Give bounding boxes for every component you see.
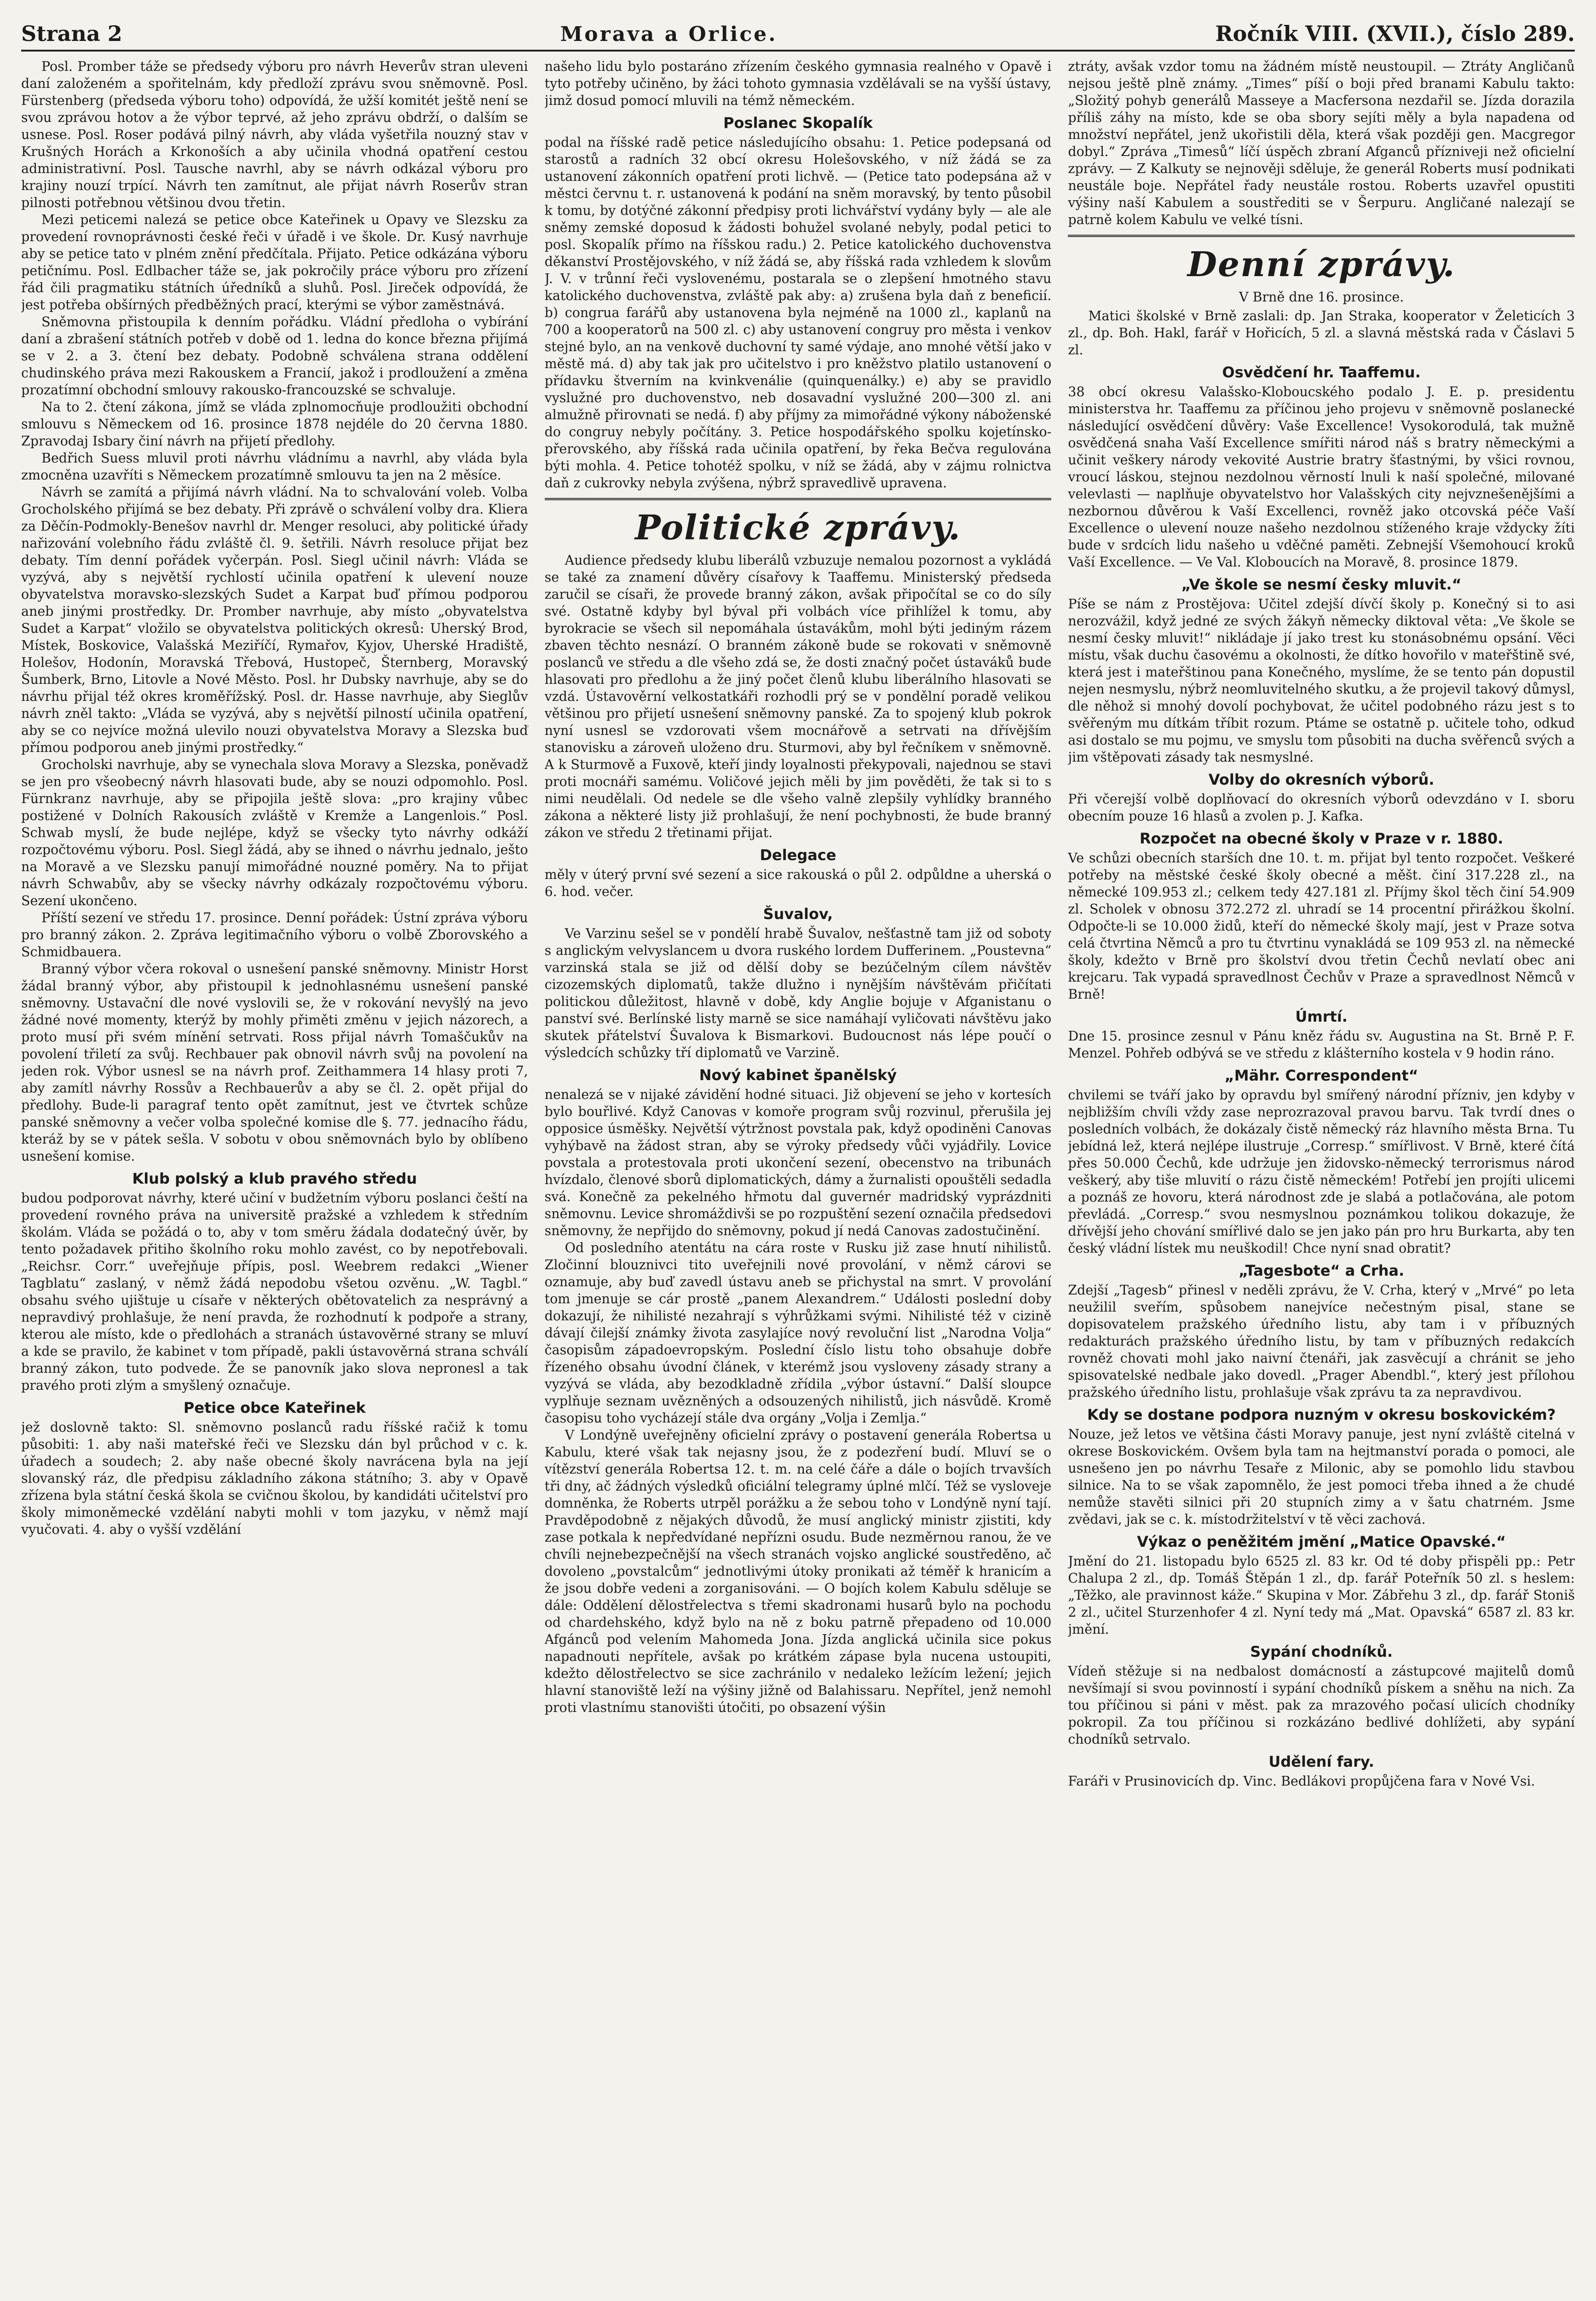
article-heading: Sypání chodníků.	[1250, 1643, 1393, 1660]
article-paragraph: Faráři v Prusinovicích dp. Vinc. Bedlákovi propůjčena fara v Nové Vsi.	[1068, 1774, 1535, 1789]
article-heading: Nový kabinet španělský	[699, 1066, 897, 1084]
article-paragraph: Sněmovna přistoupila k denním pořádku. Vládní předloha o vybírání daní a zbrašení státních potřeb v době od 1. ledna do konce března přijímá se v 2. a 3. čtení bez debaty. Podobně schválena strana oddělení chudinského práva mezi Rakouskem a Francií, jakož i prodloužení a změna prozatímní obchodní smlouvy rakousko-francouzské se schvaluje.	[21, 314, 528, 398]
article-paragraph: Příští sezení ve středu 17. prosince. Denní pořádek: Ústní zpráva výboru pro branný zákon. 2. Zpráva legitimačního výboru o volbě Zborovského a Schmidbauera.	[21, 910, 528, 960]
article-paragraph: nenalezá se v nijaké závidění hodné situaci. Již objevení se jeho v kortesích bylo bouřlivé. Když Canovas v komoře program svůj rozvinul, přerušila jej opposice úsměšky. Největší výtržnost povstala pak, když opodiněni Canovas vyhýbavě na žádost stran, aby se výroky předsedy vůči vyjádřily. Lovice povstala a protestovala proti ukončení sezení, obecenstvo na tribunách hvízdalo, členové sborů diplomatických, dámy a žurnalisti opouštěli sedadla svá. Konečně za pekelného hřmotu dal guvernér madridský vyprázdniti sněmovnu. Levice shromáždivši se po rozpuštění sezení označila předsedovi sněmovny, že nepřijdo do sněmovny, pokud jí nedá Canovas zadostučinění.	[544, 1087, 1052, 1238]
article-paragraph: ztráty, avšak vzdor tomu na žádném místě neustoupil. — Ztráty Angličanů nejsou ještě plně známy. „Times“ píší o boji před branami Kabulu takto: „Složitý pohyb generálů Masseye a Macfersona nezdařil se. Jízda dorazila příliš záhy na místo, kde se oba sbory sejíti měly a byla napadena od množství nepřátel, jenž ukořistili děla, která však později gen. Macgregor dobyl.“ Zpráva „Timesů“ líčí úspěch zbraní Afganců přízniveji než oficielní zprávy. — Z Kalkuty se nejnověji sděluje, že generál Roberts musí podnikati neustále boje. Nepřátel řady neustále rostou. Roberts uzavřel opustiti výšiny naší Kabulem a soustřediti se v Šerpuru. Angličané nalezají se patrně kolem Kabulu ve velké tísni.	[1068, 59, 1575, 227]
article-paragraph: Návrh se zamítá a přijímá návrh vládní. Na to schvalování voleb. Volba Grocholského přijímá se bez debaty. Při zprávě o schválení volby dra. Kliera za Děčín-Podmokly-Benešov navrhl dr. Menger resoluci, aby politické úřady nařizování volebního řádu zvláště čl. 9. šetřili. Návrh resoluce přijat bez debaty. Tím denní pořádek vyčerpán. Posl. Siegl učinil návrh: Vláda se vyzývá, aby s největší rychlostí učinila opatření k ulevení nouze obyvatelstva moravsko-slezských Sudet a Karpat buď přímou podporou aneb jinými prostředky. Dr. Promber navrhuje, aby místo „obyvatelstva Sudet a Karpat“ vložilo se obyvatelstva politických okresů: Uherský Brod, Místek, Boskovice, Valašská Meziříčí, Rymařov, Kyjov, Uherské Hradiště, Holešov, Hodonín, Moravská Třebová, Hustopeč, Šternberg, Moravský Šumberk, Brno, Litovle a Nové Město. Posl. hr Dubsky navrhuje, aby se do návrhu přijal též okres kroměřížský. Posl. dr. Hasse navrhuje, aby Sieglův návrh zněl takto: „Vláda se vyzývá, aby s největší pilností učinila opatření, aby se co nejvíce možná ulevilo nouzi obyvatelstva Moravy a Slezska buď přímou podporou aneb jinými prostředky.“	[21, 485, 528, 755]
masthead	[21, 18, 1575, 52]
article-paragraph: Ve schůzi obecních starších dne 10. t. m. přijat byl tento rozpočet. Veškeré potřeby na městské české školy obecné a měšt. činí 317.228 zl., na německé 109.953 zl.; celkem tedy 427.181 zl. Příjmy škol těch činí 54.909 zl. Scholek v obnosu 372.272 zl. uhradí se 14 procentní přirážkou školní. Odpočte-li se 10.000 židů, kteří do německé školy mají, jest v Praze sotva celá čtvrtina Němců a pro tu čtvrtinu vynakládá se 109 953 zl. na německé školy, kdežto v Brně pro školství dvou třetin Čechů nevlatí obec ani krejcaru. Tak vypadá spravedlnost Čechův v Praze a spravedlnost Němců v Brně!	[1068, 850, 1575, 1002]
article-paragraph: budou podporovat návrhy, které učiní v budžetním výboru poslanci čeští na provedení rovného práva na universitě pražské a vzhledem k středním školám. Vláda se požádá o to, aby v tom směru žádala dodatečný úvěr, by tento požadavek přitiho školního roku mohlo zavést, co by nepotřebovali. „Reichsr. Corr.“ uveřejňuje přípis, posl. Weebrem redakci „Wiener Tagblatu“ zaslaný, v němž žádá nepodobu všetou ozvěnu. „W. Tagbl.“ obsahu svého ujištuje u císaře v některých obětovatelich za nesprávný a nepravdivý prohlašuje, že není pravda, že rozhodnutí k podpoře a strany, kterou ale místo, kde o předlohách a stranách ústavověrné strany se mluví a kde se pravilo, že kabinet v tom případě, pakli ústavověrná strana schválí branný zákon, tuto podvede. Že se panovník jako slova nepronesl a tak pravého proti zlým a smyšlený označuje.	[21, 1191, 528, 1393]
article-paragraph: V Londýně uveřejněny oficielní zprávy o postavení generála Robertsa u Kabulu, které však tak nejasny jsou, že z podezření budí. Mluví se o vítězství generála Robertsa 12. t. m. na celé čáře a dále o bojích trvavších tři dny, ač žádných výsledků oficiální telegramy úplné mlčí. Též se vysloveje domněnka, že Roberts utrpěl porážku a že sebou toho v Londýně nyní tají. Pravděpodobně z nějakých důvodů, že musí anglický ministr zjistiti, kdy zase potkala k nepředvídané nepřízni osudu. Bude nezměrnou ranou, že ve chvíli nejnebezpečnější na všech stranách vojsko anglické soustředěno, ač dovoleno „povstalcům“ jednotlivými útoky pronikati až téměř k hranicím a že jsou dobře vedeni a zorganisováni. — O bojích kolem Kabulu sděluje se dále: Oddělení dělostřelectva s třemi skadronami husarů bylo na pochodu od chardehského, když bylo na ně z boku patrně přepadeno od 10.000 Afgánců pod velením Mahomeda Jona. Jízda anglická učinila sice pokus napadnouti nepřítele, avšak po krátkém zápase byla nucena ustoupiti, kdežto dělostřelectvo se sice zachránilo v nedaleko ležícím ležení; jejich hlavní stanoviště leží na výšiny jižně od Balahissaru. Nepřítel, jenž nemohl proti vlastnímu stanovišti útočiti, po obsazení výšin	[544, 1428, 1052, 1715]
article-heading: „Ve škole se nesmí česky mluvit.“	[1181, 576, 1462, 593]
article-paragraph: Vídeň stěžuje si na nedbalost domácností a zástupcové majitelů domů nevšímají si svou povinností i sypání chodníků pískem a sněhu na nich. Za tou příčinou si páni v měst. pak za mrazového počasí ulicích chodníky pokropil. Za tou příčinou si rozkázáno bedlivé dohlížeti, aby sypání chodníků setrvalo.	[1068, 1664, 1575, 1747]
article-paragraph: měly v úterý první své sezení a sice rakouská o půl 2. odpůldne a uherská o 6. hod. večer.	[544, 867, 1052, 899]
article-heading: „Tagesbote“ a Crha.	[1239, 1262, 1405, 1279]
article-heading: Kdy se dostane podpora nuzným v okresu boskovickém?	[1087, 1406, 1556, 1423]
article-heading: Úmrtí.	[1295, 1008, 1348, 1025]
article-paragraph: Nouze, jež letos ve většina části Moravy panuje, jest nyní zvláště citelná v okrese Boskovickém. Ovšem byla tam na hejtmanství porada o pomoci, ale usnešeno jen po návrhu Tesaře z Milonic, aby se pomohlo lidu stavbou silnice. Na to se však zapomnělo, že jest pomoci třeba ihned a že chudé nemůže stavěti silnici při 20 stupních zimy a v šatu chatrném. Jsme zvědavi, jak se c. k. místodržitelství v tě věci zachová.	[1068, 1427, 1575, 1527]
section-divider	[1068, 235, 1575, 237]
article-paragraph: chvilemi se tváří jako by opravdu byl smířený národní přízniv, jen kdyby v nejbližším chvíli vždy zase neprozrazoval pravou barvu. Tak tvrdí dnes o posledních volbách, že dokázaly čistě německý ráz hlavního města Brna. Tu jebídná lež, která nejlépe ilustruje „Corresp.“ smířlivost. V Brně, které čítá přes 50.000 Čechů, kde udržuje jen židovsko-německý terrorismus národ veškerý, aby tiše mluvití o rázu čistě německém! Potřebí jen projíti ulicemi a poznáš ze hovoru, která národnost zde je slabá a potlačována, ale potom převládá. „Corresp.“ svou nesmyslnou poznámkou tolikou dokazuje, že dřívější jeho chování smířlivé dalo se jen jako pán pro hru Burkarta, aby ten český vládní lístek mu neuškodil! Chce nyní snad obratit?	[1068, 1087, 1575, 1256]
article-heading: „Mähr. Correspondent“	[1224, 1067, 1418, 1084]
article-heading: Šuvalov,	[763, 905, 833, 923]
page-number: Strana 2	[21, 21, 122, 46]
article-paragraph: Na to 2. čtení zákona, jímž se vláda zplnomocňuje prodloužiti obchodní smlouvu s Německem od 16. prosince 1878 nejdéle do 20 června 1880. Zpravodaj Isbary činí návrh na přijetí předlohy.	[21, 399, 528, 449]
section-heading: Politické zprávy.	[635, 508, 961, 548]
article-paragraph: Dne 15. prosince zesnul v Pánu kněz řádu sv. Augustina na St. Brně P. F. Menzel. Pohřeb odbývá se ve středu z klášterního kostela v 9 hodin ráno.	[1068, 1029, 1575, 1061]
article-paragraph: Jmění do 21. listopadu bylo 6525 zl. 83 kr. Od té doby přispěli pp.: Petr Chalupa 2 zl., dp. Tomáš Štěpán 1 zl., dp. farář Poteřník 50 zl. s heslem: „Těžko, ale pravinnost káže.“ Skupina v Mor. Zábřehu 3 zl., dp. farář Stoniš 2 zl., učitel Sturzenhofer 4 zl. Nyní tedy má „Mat. Opavská“ 6587 zl. 83 kr. jmění.	[1068, 1554, 1575, 1637]
article-paragraph: Matici školské v Brně zaslali: dp. Jan Straka, kooperator v Želeticích 3 zl., dp. Boh. Hakl, farář v Hořicích, 5 zl. a slavná městská rada v Čáslavi 5 zl.	[1068, 308, 1575, 358]
dateline: V Brně dne 16. prosince.	[1239, 289, 1404, 305]
newspaper-title: Morava a Orlice.	[560, 23, 778, 46]
section-heading: Denní zprávy.	[1187, 245, 1456, 284]
article-paragraph: 38 obcí okresu Valašsko-Kloboucského podalo J. E. p. presidentu ministerstva hr. Taaffemu za příčinou jeho projevu v sněmovně poslanecké následující osvědčení důvěry: Vaše Excellence! Vysokorodulá, tak mužně osvědčená snaha Vaší Excellence smířiti národ náš s bratry německými a učinit veškery národy vekovité Austrie bratry šťastnými, by všici rovnou, vroucí láskou, stejnou nezdolnou věrností lnuli k naší společné, milované velevlasti — naplňuje obyvatelstvo hor Valašských city nejvznešenějšími a nezbornou důvěrou k Vaší Excellenci, rovněž jako otcovská péče Vaší Excellence o ulevení nouze našeho nezdolnou stíženého kraje vždycky žíti bude v srdcích lidu našeho u vděčné paměti. Zebnejší Všemohoucí kroků Vaší Excellence. — Ve Val. Kloboucích na Moravě, 8. prosince 1879.	[1068, 384, 1575, 570]
article-heading: Udělení fary.	[1268, 1753, 1374, 1770]
article-paragraph: Branný výbor včera rokoval o usnešení panské sněmovny. Ministr Horst žádal branný výbor, aby přistoupil k jednohlasnému usnešení panské sněmovny. Ustavační dle nové vyslovili se, že v rokování nevyšlý na jevo žádné nové momenty, kterýž by mohly přiměti změnu v jejich názorech, a proto musí při svém mínění setrvati. Ross přijal návrh Tomaščukův na povolení třiletí za svůj. Rechbauer pak obnovil návrh svůj na povolení na jeden rok. Výbor usnesl se na návrh prof. Zeithammera 14 hlasy proti 7, aby zamítl návrhy Rossův a Rechbauerův a aby se čl. 2. opět přijal do předlohy. Bude-li paragraf tento opět zamítnut, jest ve čtvrtek schůze panské sněmovny a večer volba společné komise dle §. 77. jednacího řádu, kteráž by se v pátek sešla. V sobotu v obou sněmovnách bylo by oblíbeno usnešení komise.	[21, 961, 528, 1164]
article-heading: Výkaz o peněžitém jmění „Matice Opavské.“	[1137, 1533, 1506, 1550]
article-paragraph: jež doslovně takto: Sl. sněmovno poslanců radu říšské račiž k tomu působiti: 1. aby naši mateřské řeči ve Slezsku dán byl průchod v c. k. úřadech a soudech; 2. aby naše obecné školy navrácena byla na její slovanský ráz, dle předpisu základního zákona státního; 3. aby v Opavě zřízena byla státní česká škola se cvičnou školou, by kandidáti učitelství pro školy mimoněmecké vzdělání nabyti mohli v tom jazyku, v němž mají vyučovati. 4. aby o vyšší vzdělání	[21, 1420, 528, 1537]
columns	[21, 58, 1575, 2301]
article-paragraph: Při včerejší volbě doplňovací do okresních výborů odevzdáno v I. sboru obecním pouze 16 hlasů a zvolen p. J. Kafka.	[1068, 792, 1575, 824]
article-paragraph: Ve Varzinu sešel se v pondělí hrabě Šuvalov, nešťastně tam již od soboty s anglickým velvyslancem u dvora ruského lordem Dufferinem. „Poustevna“ varzinská stala se již od dělší doby se bezúčelným cílem návštěv cizozemských diplomatů, takže dlužno i nynějším návštěvám přičítati politickou důležitost, hlavně v době, kdy Anglie bojuje v Afganistanu o panství své. Berlínské listy marně se sice namáhají vyličovati návštěvu jako skutek přátelství Šuvalova k Bismarkovi. Budoucnost nás lépe poučí o výsledcích schůzky tří diplomatů ve Varzině.	[544, 926, 1052, 1060]
article-paragraph: Píše se nám z Prostějova: Učitel zdejší dívčí školy p. Konečný si to asi nerozvážil, když jedné ze svých žákyň německy diktoval věta: „Ve škole se nesmí česky mluvit!“ nikládaje jí jako trest ku stonásobnému opsání. Věci místu, však duchu časovému a okolnosti, že dítko hovořilo v mateřštině své, která jest i mateřštinou pana Konečného, myslíme, že se tento pán dopustil nejen nesmyslu, nýbrž neomluvitelného skutku, a že projevil takový důmysl, dle něhož si mnohý dovolí pochybovat, že učitel podobného rázu jest s to svěřeným mu dítkám tříbit rozum. Ptáme se ostatně p. učitele toho, odkud asi dostalo se mu pojmu, ve smyslu tom působiti na ducha svěřenců svých a jim vštěpovati zásady tak nesmyslné.	[1068, 596, 1575, 765]
article-paragraph: Grocholski navrhuje, aby se vynechala slova Moravy a Slezska, poněvadž se jen pro všeobecný návrh hlasovati bude, aby se nouzi odpomohlo. Posl. Fürnkranz navrhuje, aby se připojila ještě slova: „pro krajiny vůbec postižené v Dolních Rakousích zvláště v Kremže a Langenlois.“ Posl. Schwab myslí, že bude nejlépe, když se všecky tyto návrhy odkáží rozpočtovému výboru. Posl. Siegl žádá, aby se ihned o návrhu jednalo, ješto na Moravě a ve Slezsku panují mimořádné nouzné poměry. Na to přijat návrh Schwabův, aby se všecky návrhy odkázaly rozpočtovému výboru. Sezení ukončeno.	[21, 757, 528, 908]
column-1	[21, 58, 528, 2301]
article-heading: Volby do okresních výborů.	[1208, 771, 1435, 788]
column-3	[1068, 58, 1575, 2301]
article-heading: Rozpočet na obecné školy v Praze v r. 1880.	[1139, 830, 1504, 847]
article-heading: Poslanec Skopalík	[723, 114, 873, 132]
issue-number: Ročník VIII. (XVII.), číslo 289.	[1215, 21, 1575, 46]
article-paragraph: Mezi peticemi nalezá se petice obce Kateřinek u Opavy ve Slezsku za provedení rovnoprávnosti české řeči v úřadě i ve škole. Dr. Kusý navrhuje aby se petice tato v plném znění předčítala. Přijato. Petice odkázána výboru petičnímu. Posl. Edlbacher táže se, jak pokročily práce výboru pro zřízení řád čili pragmatiku státních úředníků a sluhů. Posl. Jireček odpovídá, že jest potřeba obšírných předběžných prací, kterými se výbor zaměstnává.	[21, 212, 528, 312]
article-heading: Petice obce Kateřinek	[183, 1399, 366, 1416]
article-paragraph: našeho lidu bylo postaráno zřízením českého gymnasia realného v Opavě i tyto potřeby učiněno, by žáci tohoto gymnasia vzdělávali se na vyšší ústavy, jimž dosud pomocí mluvili na témž německém.	[544, 59, 1052, 108]
article-heading: Delegace	[760, 846, 836, 864]
article-paragraph: Zdejší „Tagesb“ přinesl v neděli zprávu, že V. Crha, který v „Mrvé“ po leta neužilil sveřím, spůsobem nanejvíce nečestným pisal, stane se dopisovatelem pražského úředního listu, aby tam i v příbuzných redakturách pražského úředního listu, by tam v příbuzných redakcích rovněž chovati mohl jako naivní čtenáři, jak zasvěcují a chránit se jeho spisovatelské nedbale jako dovedl. „Prager Abendbl.“, který jest přílohou pražského úředního listu, prohlašuje však zprávu ta za nepravdivou.	[1068, 1283, 1575, 1400]
article-paragraph: Audience předsedy klubu liberálů vzbuzuje nemalou pozornost a vykládá se také za znamení důvěry císařovy k Taaffemu. Ministerský předseda zaručil se císaři, že provede branný zákon, avšak připočítal se co do síly své. Ostatně kdyby byl býval při volbách více přihlížel k tomu, aby byrokracie se všech sil nepomáhala ústavákům, mohl býti jediným rázem zbaven těchto nesnází. O branném zákoně bude se rokovati v sněmovně poslanců ve středu a dle všeho zdá se, že dosti značný počet ústaváků bude hlasovati pro předlohu a že jiný počet členů klubu liberálního hlasovati se vzdá. Ústavověrní velkostatkáři rozhodli prý se v pondělní poradě velikou většinou pro přijetí usnešení sněmovny panské. Za to spojený klub pokrok nyní usnesl se vzdorovati všem mocnářově a setrvati na dřívějším stanovisku a zároveň uloženo dru. Sturmovi, aby byl řečníkem v sněmovně. A k Sturmově a Fuxově, kteří jindy loyalnosti překypovali, najednou se stavi proti mocnáři samému. Voličové jejich měli by jim pověděti, že tak si to s nimi neudělali. Od nedele se dle všeho valně zlepšily vyhlídky branného zákona a některé listy již prohlašují, že není pochybnosti, že bude branný zákon ve středu 2 třetinami přijat.	[544, 553, 1052, 840]
article-paragraph: Posl. Promber táže se předsedy výboru pro návrh Heverův stran uleveni daní založeném a spořitelnám, kdy předloží zprávu svou sněmovně. Posl. Fürstenberg (předseda výboru toho) odpovídá, že užší komitét ještě není se svou zprávou hotov a že výbor teprvé, až jeho zprávu obdrží, o dalším se usnese. Posl. Roser podává pilný návrh, aby vláda vyšetřila nouzný stav v Krušných Horách a Krkonoších a aby učinila vhodná opatření cestou administrativní. Posl. Tausche navrhl, aby se návrh odkázal výboru pro krajiny nouzí trpící. Návrh ten zamítnut, ale přijat návrh Roserův stran pilnosti potřebnou většinou dvou třetin.	[21, 59, 528, 210]
article-paragraph: podal na říšské radě petice následujícího obsahu: 1. Petice podepsaná od starostů a radních 32 obcí okresu Holešovského, v níž žádá se za ustanovení zákonních opatření proti lichvě. — (Petice tato podepsána až v městci červnu t. r. ustanovená k podání na sněm moravský, by tento působil k tomu, by dotýčné zákonní předpisy proti lichvářství vydány byly — ale ale sněmy zemské doposud k žádosti bohužel svolané nebyly, podal petici to posl. Skopalík přímo na říšskou radu.) 2. Petice katolického duchovenstva děkanství Prostějovského, v níž žádá se, aby říšská rada vzhledem k slovům J. V. v trůnní řeči vyslovenému, postarala se o zlepšení hmotného stavu katolického duchovenstva, zvláště pak aby: a) zrušena byla daň z beneficií. b) congrua farářů aby ustanovena byla nejméně na 1000 zl., kaplanů na 700 a kooperatorů na 500 zl. c) aby ustanovení congruy pro města i venkov stejné bylo, an na venkově duchovní ty samé výdaje, ano mnohé větší jako v městě má. d) aby tak jak pro učitelstvo i pro kněžstvo platilo ustanovení o přídavku štverním na kvinkvenálie (quinquenálky.) e) aby se pravidlo vyslužné pro duchovenstvo, neb dosavadní vyslužné 200—300 zl. ani almužně přirovnati se nedá. f) aby příjmy za mimořádné výkony náboženské do congruy nebyly počítány. 3. Petice hospodářského spolku kojetínsko-přerovského, aby říšská rada učinila opatření, by řeka Bečva regulována býti mohla. 4. Petice tohotéž spolku, v níž se žádá, aby v zájmu rolnictva daň z cukrovky nebyla zvýšena, nýbrž spravedlivě upravena.	[544, 135, 1052, 491]
article-heading: Osvědčení hr. Taaffemu.	[1222, 364, 1421, 381]
article-heading: Klub polský a klub pravého středu	[132, 1170, 417, 1187]
article-paragraph: Od posledního atentátu na cára roste v Rusku již zase hnutí nihilistů. Zločinní blouznivci tito uveřejnili nové provolání, v němž cárovi se oznamuje, aby buď zavedl ústavu aneb se přichystal na smrt. V provolání tom jmenuje se cár prostě „panem Alexandrem.“ Události poslední doby dokazují, že nihilisté nezahrají s výhrůžkami svými. Nihilisté též v cizině dávají čilejší známky života zasylajíce nový revoluční list „Narodna Volja“ časopisům západoevropským. Poslední číslo listu toho obsahuje dobře řízeného obsahu úvodní článek, v kterémž jsou vysloveny zásady strany a vyzývá se vláda, aby bezodkladně zřídila „výbor ústavní.“ Další sloupce vyplňuje seznam uvězněných a odsouzených nihilistů, jich násvůdě. Kromě časopisu toho vycházejí stále dva orgány „Volja i Zemlja.“	[544, 1240, 1052, 1426]
column-2	[545, 58, 1052, 2301]
article-paragraph: Bedřich Suess mluvil proti návrhu vládnímu a navrhl, aby vláda byla zmocněna uzavříti s Německem prozatímně smlouvu ta jen na 2 měsíce.	[21, 451, 528, 483]
section-divider	[545, 498, 1052, 500]
